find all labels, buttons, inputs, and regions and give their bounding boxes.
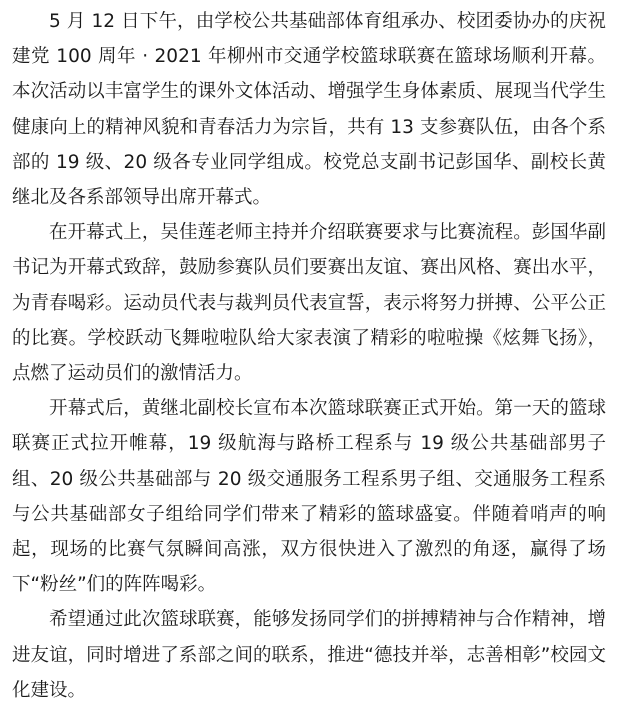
- paragraph-ceremony: 在开幕式上，吴佳莲老师主持并介绍联赛要求与比赛流程。彭国华副书记为开幕式致辞，鼓励参赛队员们要赛出友谊、赛出风格、赛出水平，为青春喝彩。运动员代表与裁判员代表宣誓，表示将努力拼搏、公平公正的比赛。学校跃动飞舞啦啦队给大家表演了精彩的啦啦操《炫舞飞扬》，点燃了运动员们的激情活力。: [12, 222, 606, 385]
- paragraph-closing: 希望通过此次篮球联赛，能够发扬同学们的拼搏精神与合作精神，增进友谊，同时增进了系部之间的联系，推进“德技并举，志善相彰”校园文化建设。: [12, 609, 606, 701]
- paragraph-matches: 开幕式后，黄继北副校长宣布本次篮球联赛正式开始。第一天的篮球联赛正式拉开帷幕，19 级航海与路桥工程系与 19 级公共基础部男子组、20 级公共基础部与 20 级交通服务工程系男子组、交通服务工程系与公共基础部女子组给同学们带来了精彩的篮球盛宴。伴随着哨声的响起，现场的比赛气氛瞬间高涨，双方很快进入了激烈的角逐，赢得了场下“粉丝”们的阵阵喝彩。: [12, 398, 606, 596]
- paragraph-opening: 5 月 12 日下午，由学校公共基础部体育组承办、校团委协办的庆祝建党 100 周年 · 2021 年柳州市交通学校篮球联赛在篮球场顺利开幕。本次活动以丰富学生的课外文体活动、增强学生身体素质、展现当代学生健康向上的精神风貌和青春活力为宗旨，共有 13 支参赛队伍，由各个系部的 19 级、20 级各专业同学组成。校党总支副书记彭国华、副校长黄继北及各系部领导出席开幕式。: [12, 11, 606, 209]
